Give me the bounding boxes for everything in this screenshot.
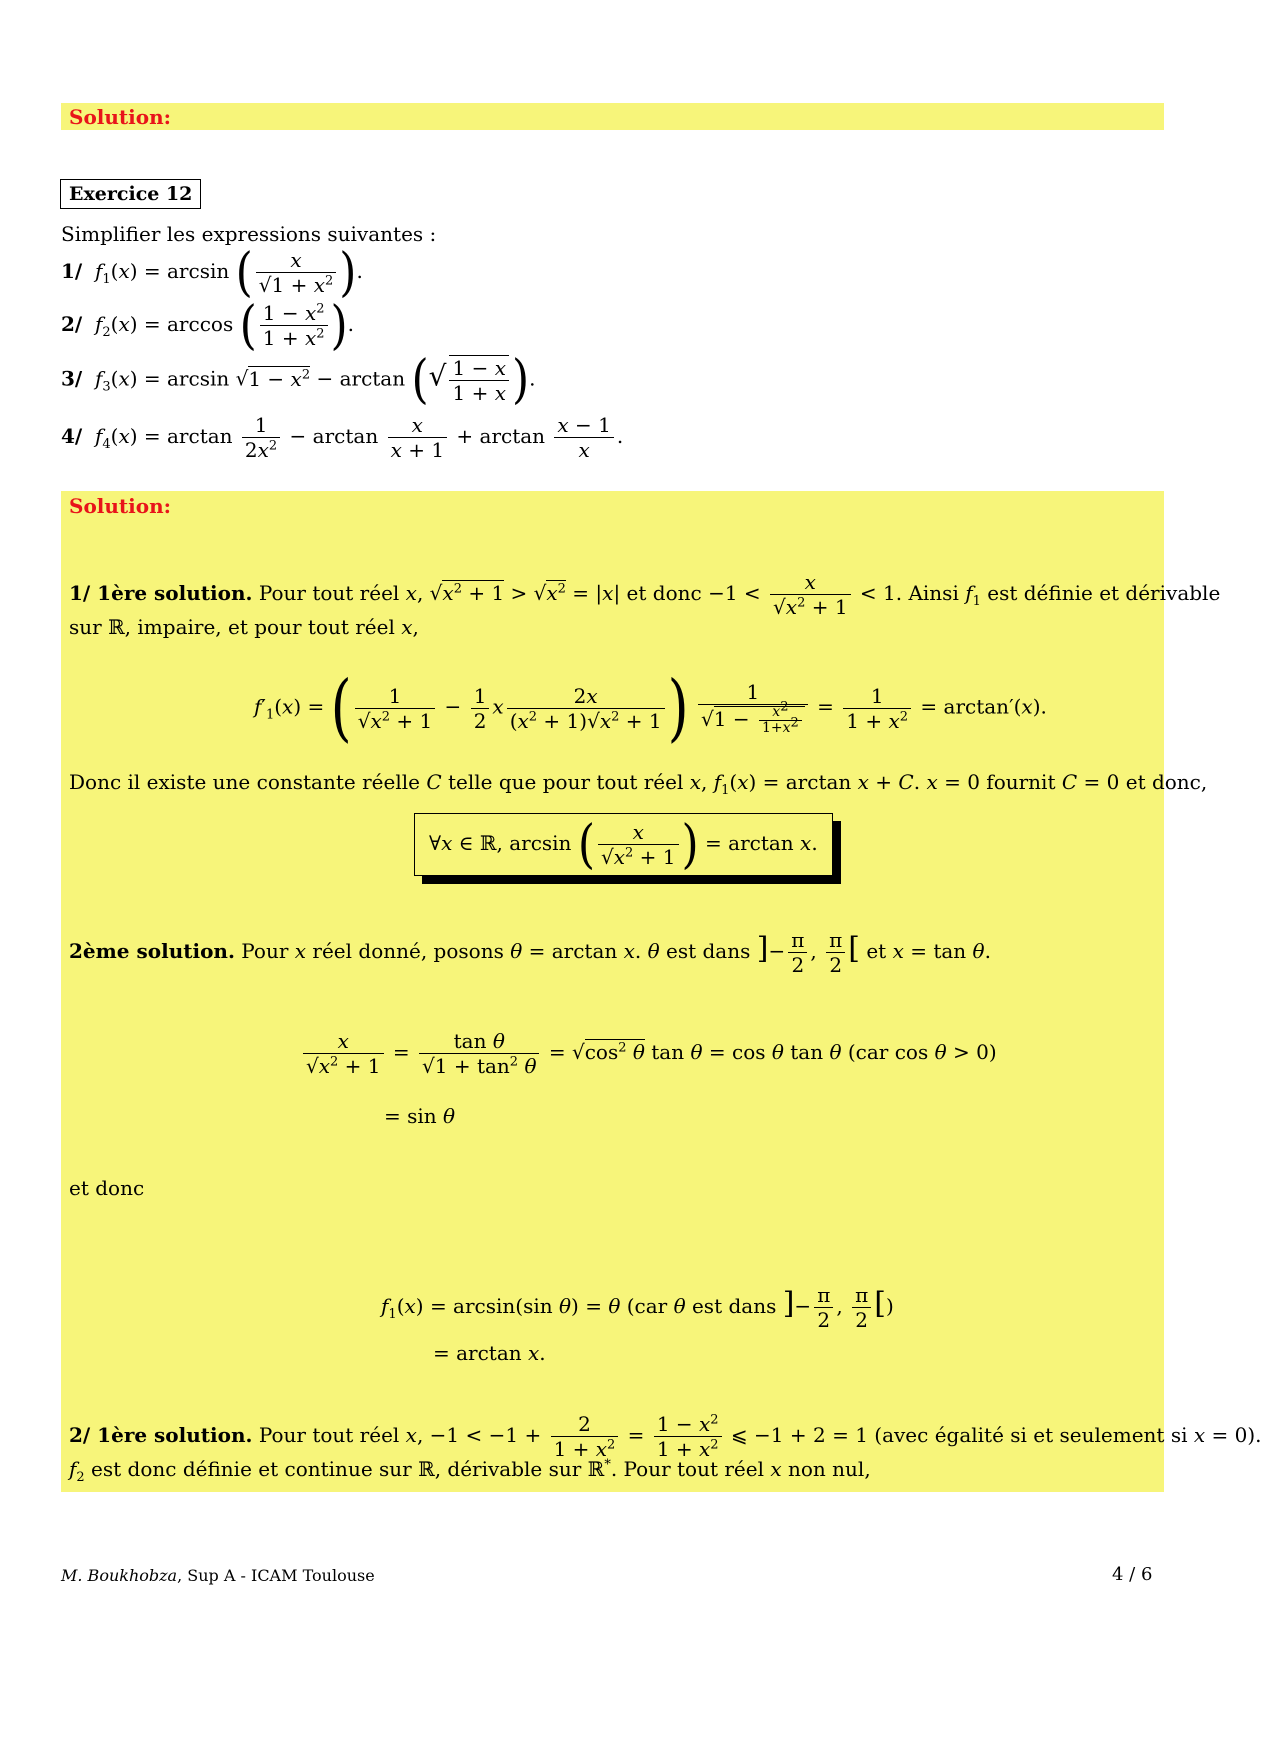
derivative-equation: $f'_1(x)$ = ( $\frac{1}{√x^2 + 1}$ − $\frac{1}{2}$ x $\frac{2x}{(x^2 + 1)√x^2 + 1}$ ) 1 √1 − $\frac{x^2}{1+x^2}$ = $\frac{1}{1 + x^2}$ = arctan′(x). bbox=[254, 664, 1047, 750]
solution-label: Solution: bbox=[69, 494, 172, 518]
exercise-item-4: 4/ $f_4(x) = \arctan$ $\frac{1}{2x^2}$ − arctan $\frac{x}{x + 1}$ + arctan $\frac{x - 1}{x}$ . bbox=[61, 413, 624, 462]
theta-equation-line2: = sin θ bbox=[384, 1104, 456, 1128]
sol1-paragraph-line1: 1/ 1ère solution. Pour tout réel x, $√x^2 + 1 > √x^2 = |x|$ et donc −1 < $\frac{x}{√x^2 + 1}$ < 1. Ainsi $f_1$ est définie et dérivable bbox=[69, 570, 1221, 619]
exercise-item-1: 1/ $f_1(x) = \arcsin$ ( $\frac{x}{√1 + x^2}$ ). bbox=[61, 241, 363, 303]
item-number: 1/ bbox=[61, 259, 83, 283]
exercise-intro: Simplifier les expressions suivantes : bbox=[61, 222, 437, 246]
item-number: 2/ bbox=[61, 312, 83, 336]
sol2-paragraph: 2ème solution. Pour x réel donné, posons θ = arctan x. θ est dans ]− $\frac{\pi}{2}$ , $\frac{\pi}{2}$ [ et x = tan θ. bbox=[69, 928, 991, 977]
solution-banner-top bbox=[61, 103, 1164, 130]
exercise-title: Exercice 12 bbox=[60, 179, 201, 209]
item-number: 4/ bbox=[61, 424, 83, 448]
footer-author: M. Boukhobza, Sup A - ICAM Toulouse bbox=[61, 1566, 375, 1585]
sol1-paragraph-line2: sur ℝ, impaire, et pour tout réel x, bbox=[69, 615, 419, 639]
sol1-conclusion: Donc il existe une constante réelle C telle que pour tout réel x, $f_1(x) = \arctan x + C$. x = 0 fournit C = 0 et donc, bbox=[69, 770, 1208, 798]
exercise-item-3: 3/ $f_3(x) = \arcsin √1 - x^2 - \arctan$ (√ $\frac{1 - x}{1 + x}$ ). bbox=[61, 348, 536, 410]
part2-line1: 2/ 1ère solution. Pour tout réel x, −1 < −1 + $\frac{2}{1 + x^2}$ = $\frac{1 - x^2}{1 + x^2}$ ⩽ −1 + 2 = 1 (avec égalité si et seulement si x = 0). bbox=[69, 1412, 1262, 1461]
f1-theta-line2: = arctan x. bbox=[433, 1341, 546, 1365]
boxed-result: ∀x ∈ ℝ, arcsin ( $\frac{x}{√x^2 + 1}$ ) = arctan x. bbox=[414, 813, 833, 876]
et-donc: et donc bbox=[69, 1176, 145, 1200]
exercise-item-2: 2/ $f_2(x) = \arccos$ ( $\frac{1 - x^2}{1 + x^2}$ ). bbox=[61, 294, 355, 356]
theta-equation-line1: $\frac{x}{√x^2 + 1}$ = $\frac{\text{tan θ}}{√1 + \tan^2 \theta}$ = $√\cos^2$ θ tan θ = cos θ tan θ (car cos θ > 0) bbox=[300, 1029, 997, 1078]
solution-label-top: Solution: bbox=[69, 105, 172, 129]
item-number: 3/ bbox=[61, 366, 83, 391]
sol1-head: 1/ 1ère solution. bbox=[69, 581, 253, 605]
page-number: 4 / 6 bbox=[1112, 1564, 1153, 1585]
f1-theta-line1: $f_1(x) = \arcsin(\sin$ θ) = θ (car θ est dans ]− $\frac{\pi}{2}$ , $\frac{\pi}{2}$ [) bbox=[381, 1283, 894, 1332]
part2-head: 2/ 1ère solution. bbox=[69, 1423, 253, 1447]
sol2-head: 2ème solution. bbox=[69, 939, 235, 963]
part2-line2: $f_2$ est donc définie et continue sur ℝ, dérivable sur ℝ*. Pour tout réel x non nul, bbox=[69, 1457, 871, 1485]
